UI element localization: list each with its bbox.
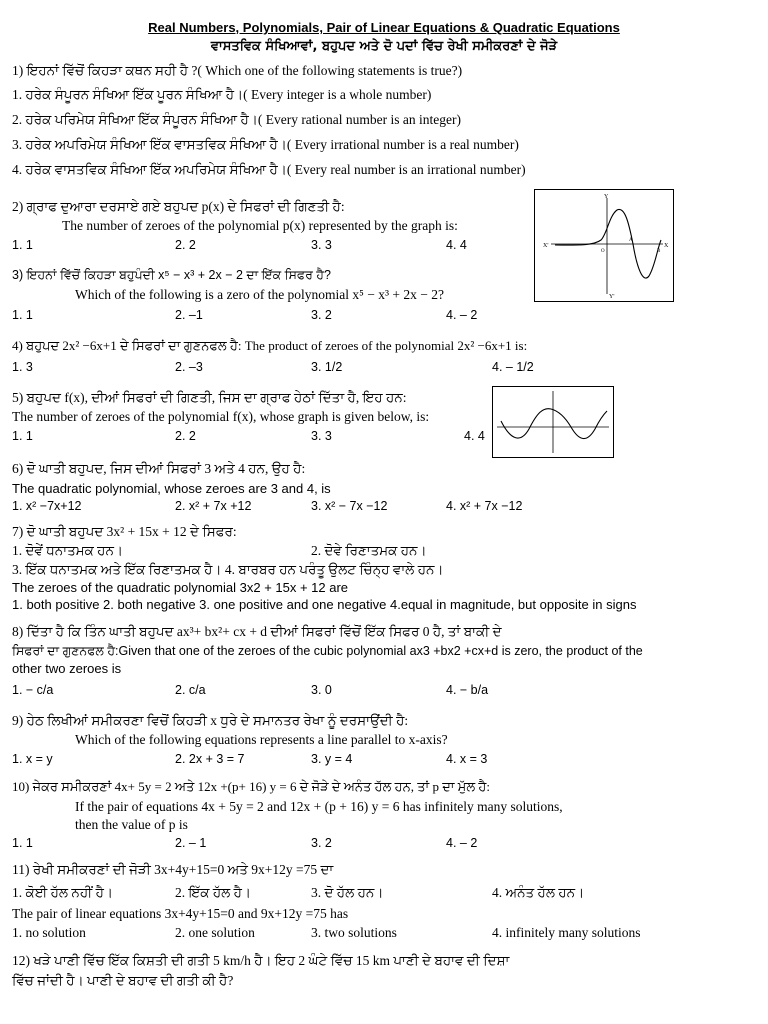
q9-stem-en: Which of the following equations represents a line parallel to x-axis? xyxy=(75,732,448,747)
q10-option-1: 1. 1 xyxy=(12,836,33,850)
q3-stem-en: Which of the following is a zero of the polynomial x⁵ − x³ + 2x − 2? xyxy=(75,287,445,302)
q3-option-1: 1. 1 xyxy=(12,308,33,322)
q12-line-1: 12) ਖੜੇ ਪਾਣੀ ਵਿੱਚ ਇੱਕ ਕਿਸ਼ਤੀ ਦੀ ਗਤੀ 5 km/h ਹੈ। ਇਹ 2 ਘੰਟੇ ਵਿੱਚ 15 km ਪਾਣੀ ਦੇ ਬਹਾਵ ਦੀ ਦਿਸ਼ਾ xyxy=(12,953,510,968)
q8-line-2: ਸਿਫਰਾਂ ਦਾ ਗੁਣਨਫਲ ਹੈ:Given that one of the zeroes of the cubic polynomial ax3 +bx2 +cx+d is zero, the product of the xyxy=(12,644,643,658)
q2-stem-pa: 2) ਗ੍ਰਾਫ ਦੁਆਰਾ ਦਰਸਾਏ ਗਏ ਬਹੁਪਦ p(x) ਦੇ ਸਿਫਰਾਂ ਦੀ ਗਿਣਤੀ ਹੈ: xyxy=(12,199,345,214)
q8-option-2: 2. c/a xyxy=(175,683,206,697)
q1-option-4: 4. ਹਰੇਕ ਵਾਸਤਵਿਕ ਸੰਖਿਆ ਇੱਕ ਅਪਰਿਮੇਯ ਸੰਖਿਆ ਹੈ।( Every real number is an irrational number) xyxy=(12,162,526,177)
q10-stem-pa: 10) ਜੇਕਰ ਸਮੀਕਰਣਾਂ 4x+ 5y = 2 ਅਤੇ 12x +(p+ 16) y = 6 ਦੇ ਜੋੜੇ ਦੇ ਅਨੰਤ ਹੱਲ ਹਨ, ਤਾਂ p ਦਾ ਮੁੱਲ ਹੈ: xyxy=(12,779,490,794)
q4-option-4: 4. – 1/2 xyxy=(492,360,534,374)
q5-option-2: 2. 2 xyxy=(175,429,196,443)
q2-label-b: B xyxy=(657,249,661,254)
q11-option-en-3: 3. two solutions xyxy=(311,925,397,940)
q2-option-4: 4. 4 xyxy=(446,238,467,252)
q5-option-4: 4. 4 xyxy=(464,429,485,443)
worksheet-subtitle: ਵਾਸਤਵਿਕ ਸੰਖਿਆਵਾਂ, ਬਹੁਪਦ ਅਤੇ ਦੋ ਪਦਾਂ ਵਿੱਚ ਰੇਖੀ ਸਮੀਕਰਣਾਂ ਦੇ ਜੋੜੇ xyxy=(210,39,558,54)
q5-graph xyxy=(492,386,614,458)
q12-line-2: ਵਿੱਚ ਜਾਂਦੀ ਹੈ। ਪਾਣੀ ਦੇ ਬਹਾਵ ਦੀ ਗਤੀ ਕੀ ਹੈ? xyxy=(12,973,234,988)
q11-option-en-1: 1. no solution xyxy=(12,925,86,940)
q7-options-en: 1. both positive 2. both negative 3. one positive and one negative 4.equal in magnitude, but opposite in signs xyxy=(12,597,637,612)
q3-option-2: 2. –1 xyxy=(175,308,203,322)
q9-option-3: 3. y = 4 xyxy=(311,752,353,766)
q4-option-2: 2. –3 xyxy=(175,360,203,374)
q3-stem-pa: 3) ਇਹਨਾਂ ਵਿੱਚੋਂ ਕਿਹੜਾ ਬਹੁਪੰਦੀ x⁵ − x³ + 2x − 2 ਦਾ ਇੱਕ ਸਿਫਰ ਹੈ? xyxy=(12,268,331,282)
q8-line-1: 8) ਦਿੱਤਾ ਹੈ ਕਿ ਤਿੰਨ ਘਾਤੀ ਬਹੁਪਦ ax³+ bx²+ cx + d ਦੀਆਂ ਸਿਫਰਾਂ ਵਿੱਚੋਂ ਇੱਕ ਸਿਫਰ 0 ਹੈ, ਤਾਂ ਬਾਕੀ ਦੇ xyxy=(12,624,502,639)
q7-option-pa-3-4: 3. ਇੱਕ ਧਨਾਤਮਕ ਅਤੇ ਇੱਕ ਰਿਣਾਤਮਕ ਹੈ। 4. ਬਾਰਬਰ ਹਨ ਪਰੰਤੂ ਉਲਟ ਚਿੰਨ੍ਹ ਵਾਲੇ ਹਨ। xyxy=(12,562,444,577)
q3-option-3: 3. 2 xyxy=(311,308,332,322)
q2-option-2: 2. 2 xyxy=(175,238,196,252)
worksheet-title: Real Numbers, Polynomials, Pair of Linear Equations & Quadratic Equations xyxy=(148,20,620,35)
q7-stem-en: The zeroes of the quadratic polynomial 3x2 + 15x + 12 are xyxy=(12,580,349,595)
q2-graph-svg xyxy=(535,190,673,301)
q2-label-y: Y xyxy=(604,194,609,200)
q11-stem-en: The pair of linear equations 3x+4y+15=0 and 9x+12y =75 has xyxy=(12,906,349,921)
q10-stem-en-1: If the pair of equations 4x + 5y = 2 and 12x + (p + 16) y = 6 has infinitely many solutions, xyxy=(75,799,563,814)
q6-stem-pa: 6) ਦੋ ਘਾਤੀ ਬਹੁਪਦ, ਜਿਸ ਦੀਆਂ ਸਿਫਰਾਂ 3 ਅਤੇ 4 ਹਨ, ਉਹ ਹੈ: xyxy=(12,461,306,476)
q6-option-3: 3. x² − 7x −12 xyxy=(311,499,388,513)
q1-option-1: 1. ਹਰੇਕ ਸੰਪੂਰਨ ਸੰਖਿਆ ਇੱਕ ਪੂਰਨ ਸੰਖਿਆ ਹੈ।( Every integer is a whole number) xyxy=(12,87,432,102)
q3-option-4: 4. – 2 xyxy=(446,308,478,322)
q7-stem-pa: 7) ਦੋ ਘਾਤੀ ਬਹੁਪਦ 3x² + 15x + 12 ਦੇ ਸਿਫਰ: xyxy=(12,524,237,539)
q2-graph xyxy=(534,189,674,302)
q2-stem-en: The number of zeroes of the polynomial p(x) represented by the graph is: xyxy=(62,218,458,233)
q7-option-pa-1: 1. ਦੋਵੇਂ ਧਨਾਤਮਕ ਹਨ। xyxy=(12,543,123,558)
q8-option-4: 4. − b/a xyxy=(446,683,489,697)
q11-option-pa-3: 3. ਦੋ ਹੱਲ ਹਨ। xyxy=(311,885,384,900)
q5-curve xyxy=(501,409,607,439)
q4-option-1: 1. 3 xyxy=(12,360,33,374)
q5-stem-en: The number of zeroes of the polynomial f(x), whose graph is given below, is: xyxy=(12,409,430,424)
q10-option-2: 2. – 1 xyxy=(175,836,207,850)
q11-option-pa-4: 4. ਅਨੰਤ ਹੱਲ ਹਨ। xyxy=(492,885,585,900)
q9-option-4: 4. x = 3 xyxy=(446,752,488,766)
q8-line-3: other two zeroes is xyxy=(12,661,122,676)
q11-option-en-2: 2. one solution xyxy=(175,925,255,940)
q5-option-1: 1. 1 xyxy=(12,429,33,443)
q5-stem-pa: 5) ਬਹੁਪਦ f(x), ਦੀਆਂ ਸਿਫਰਾਂ ਦੀ ਗਿਣਤੀ, ਜਿਸ ਦਾ ਗ੍ਰਾਫ ਹੇਠਾਂ ਦਿੱਤਾ ਹੈ, ਇਹ ਹਨ: xyxy=(12,390,407,405)
q10-stem-en-2: then the value of p is xyxy=(75,817,188,832)
q10-option-3: 3. 2 xyxy=(311,836,332,850)
q7-option-pa-2: 2. ਦੋਵੇ ਰਿਣਾਤਮਕ ਹਨ। xyxy=(311,543,427,558)
q4-option-3: 3. 1/2 xyxy=(311,360,343,374)
q5-graph-svg xyxy=(493,387,613,457)
q6-option-4: 4. x² + 7x −12 xyxy=(446,499,523,513)
q2-label-a: A xyxy=(629,238,633,243)
q9-option-2: 2. 2x + 3 = 7 xyxy=(175,752,245,766)
q2-option-3: 3. 3 xyxy=(311,238,332,252)
q8-option-3: 3. 0 xyxy=(311,683,332,697)
q10-option-4: 4. – 2 xyxy=(446,836,478,850)
q5-option-3: 3. 3 xyxy=(311,429,332,443)
q11-option-pa-1: 1. ਕੋਈ ਹੱਲ ਨਹੀਂ ਹੈ। xyxy=(12,885,113,900)
q6-option-1: 1. x² −7x+12 xyxy=(12,499,82,513)
q2-label-x: X xyxy=(664,243,669,249)
q6-stem-en: The quadratic polynomial, whose zeroes are 3 and 4, is xyxy=(12,481,331,496)
q9-stem-pa: 9) ਹੇਠ ਲਿਖੀਆਂ ਸਮੀਕਰਣਾ ਵਿਚੋਂ ਕਿਹੜੀ x ਧੁਰੇ ਦੇ ਸਮਾਨਤਰ ਰੇਖਾ ਨੂੰ ਦਰਸਾਉਂਦੀ ਹੈ: xyxy=(12,713,409,728)
q1-stem: 1) ਇਹਨਾਂ ਵਿੱਚੋਂ ਕਿਹੜਾ ਕਥਨ ਸਹੀ ਹੈ ?( Which one of the following statements is true?) xyxy=(12,63,463,78)
q4-stem: 4) ਬਹੁਪਦ 2x² −6x+1 ਦੇ ਸਿਫਰਾਂ ਦਾ ਗੁਣਨਫਲ ਹੈ: The product of zeroes of the polynomial 2x² −6x+1 is: xyxy=(12,338,528,353)
q2-label-origin: O xyxy=(601,249,605,254)
q2-label-yprime: Y' xyxy=(609,294,615,300)
q11-option-pa-2: 2. ਇੱਕ ਹੱਲ ਹੈ। xyxy=(175,885,251,900)
q9-option-1: 1. x = y xyxy=(12,752,53,766)
q11-option-en-4: 4. infinitely many solutions xyxy=(492,925,641,940)
q1-option-3: 3. ਹਰੇਕ ਅਪਰਿਮੇਯ ਸੰਖਿਆ ਇੱਕ ਵਾਸਤਵਿਕ ਸੰਖਿਆ ਹੈ।( Every irrational number is a real number) xyxy=(12,137,519,152)
q2-label-xprime: X' xyxy=(543,243,549,249)
q1-option-2: 2. ਹਰੇਕ ਪਰਿਮੇਯ ਸੰਖਿਆ ਇੱਕ ਸੰਪੂਰਨ ਸੰਖਿਆ ਹੈ।( Every rational number is an integer) xyxy=(12,112,462,127)
q8-option-1: 1. − c/a xyxy=(12,683,54,697)
q2-option-1: 1. 1 xyxy=(12,238,33,252)
q6-option-2: 2. x² + 7x +12 xyxy=(175,499,252,513)
q11-stem-pa: 11) ਰੇਖੀ ਸਮੀਕਰਣਾਂ ਦੀ ਜੋੜੀ 3x+4y+15=0 ਅਤੇ 9x+12y =75 ਦਾ xyxy=(12,862,334,877)
